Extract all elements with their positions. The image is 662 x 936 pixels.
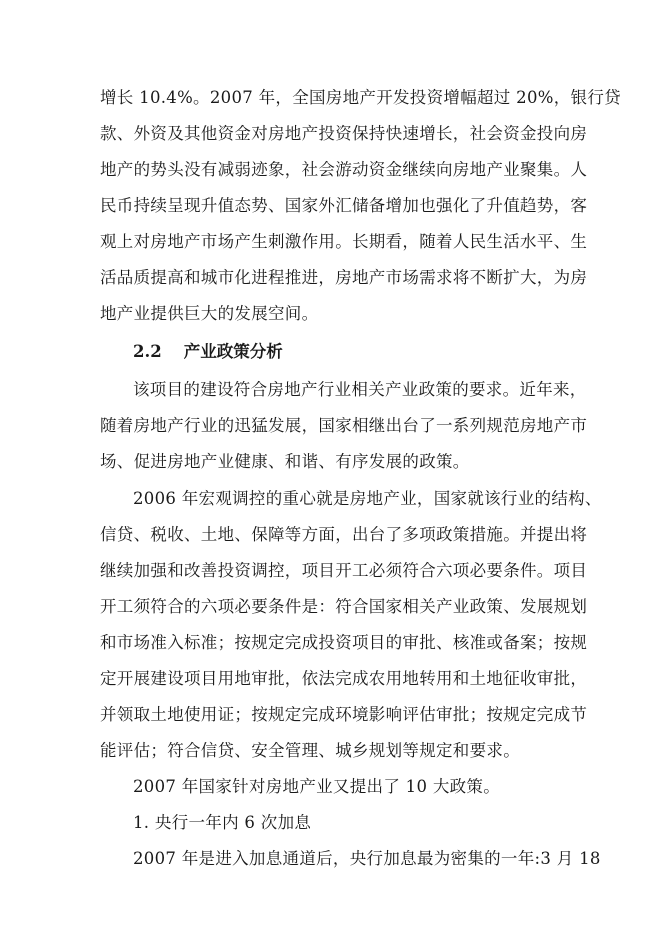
body-text-line: 地产业提供巨大的发展空间。 — [100, 304, 319, 323]
body-text-line: 继续加强和改善投资调控，项目开工必须符合六项必要条件。项目 — [100, 561, 588, 580]
body-text-line: 增长 10.4%。2007 年，全国房地产开发投资增幅超过 20%，银行贷 — [100, 88, 621, 107]
body-text-line: 随着房地产行业的迅猛发展，国家相继出台了一系列规范房地产市 — [100, 416, 588, 435]
body-text-line: 地产的势头没有减弱迹象，社会游动资金继续向房地产业聚集。人 — [100, 160, 588, 179]
body-text-line: 该项目的建设符合房地产行业相关产业政策的要求。近年来， — [133, 380, 587, 399]
body-text-line: 信贷、税收、土地、保障等方面，出台了多项政策措施。并提出将 — [100, 525, 588, 544]
section-number: 2.2 — [133, 342, 162, 361]
body-text-line: 2006 年宏观调控的重心就是房地产业，国家就该行业的结构、 — [133, 489, 602, 508]
section-title: 产业政策分析 — [183, 342, 283, 361]
body-text-line: 活品质提高和城市化进程推进，房地产市场需求将不断扩大，为房 — [100, 268, 588, 287]
body-text-line: 开工须符合的六项必要条件是：符合国家相关产业政策、发展规划 — [100, 597, 588, 616]
body-text-line: 场、促进房地产业健康、和谐、有序发展的政策。 — [100, 452, 470, 471]
body-text-line: 并领取土地使用证；按规定完成环境影响评估审批；按规定完成节 — [100, 705, 588, 724]
body-text-line: 能评估；符合信贷、安全管理、城乡规划等规定和要求。 — [100, 741, 520, 760]
body-text-line: 款、外资及其他资金对房地产投资保持快速增长，社会资金投向房 — [100, 124, 588, 143]
section-heading — [133, 342, 283, 362]
body-text-line: 和市场准入标准；按规定完成投资项目的审批、核准或备案；按规 — [100, 633, 588, 652]
body-text-line: 民币持续呈现升值态势、国家外汇储备增加也强化了升值趋势，客 — [100, 196, 588, 215]
list-item: 1. 央行一年内 6 次加息 — [133, 813, 312, 832]
body-text-line: 2007 年国家针对房地产业又提出了 10 大政策。 — [133, 777, 501, 796]
body-text-line: 2007 年是进入加息通道后，央行加息最为密集的一年:3 月 18 — [133, 849, 601, 868]
body-text-line: 定开展建设项目用地审批，依法完成农用地转用和土地征收审批， — [100, 669, 588, 688]
body-text-line: 观上对房地产市场产生刺激作用。长期看，随着人民生活水平、生 — [100, 232, 588, 251]
